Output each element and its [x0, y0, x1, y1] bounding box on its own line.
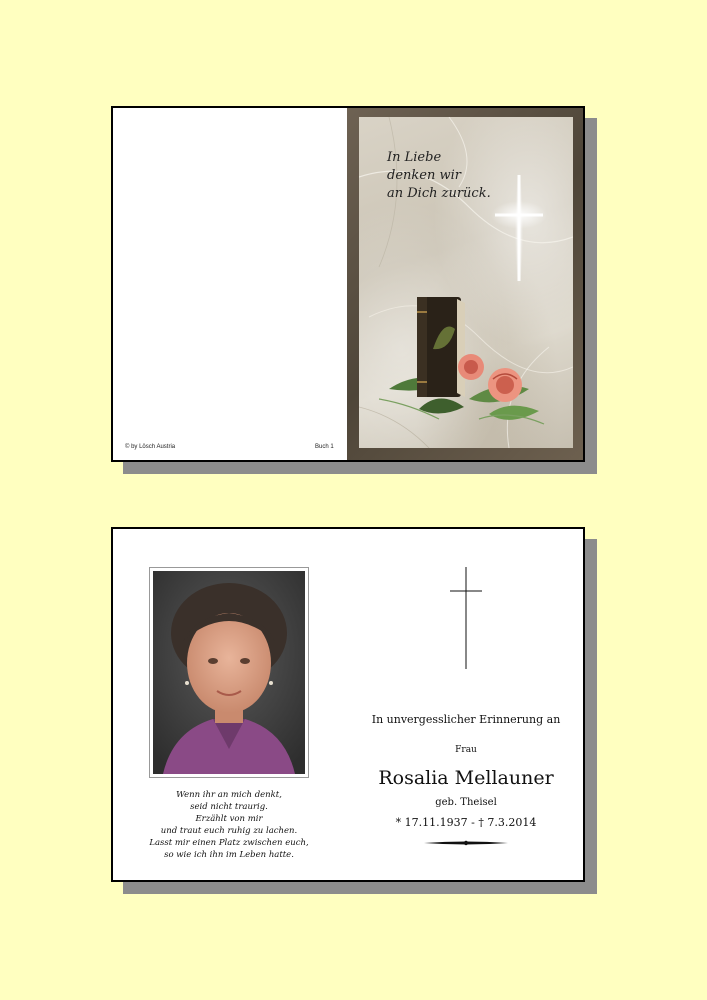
model-number: Buch 1	[315, 444, 334, 450]
poem-line: Erzählt von mir	[195, 814, 263, 824]
book-and-roses-icon	[379, 289, 549, 439]
memorial-poem	[123, 789, 335, 861]
poem-line: so wie ich ihn im Leben hatte.	[164, 850, 294, 860]
maiden-name: geb. Theisel	[435, 797, 497, 808]
cross-icon	[449, 567, 483, 669]
parte-card-cover	[111, 106, 585, 462]
parte-card-inside	[111, 527, 585, 882]
cover-panel	[347, 108, 583, 460]
poem-line: und traut euch ruhig zu lachen.	[160, 826, 298, 836]
life-dates: * 17.11.1937 - † 7.3.2014	[395, 816, 537, 829]
portrait-photo	[153, 571, 305, 774]
ornament-divider-icon	[424, 838, 508, 848]
salutation: Frau	[455, 745, 477, 755]
cover-inscription: In Liebe denken wir an Dich zurück.	[387, 150, 491, 201]
copyright-note: © by Lösch Austria	[125, 444, 176, 450]
marble-background	[359, 117, 573, 448]
poem-line: Lasst mir einen Platz zwischen euch,	[149, 838, 309, 848]
deceased-name: Rosalia Mellauner	[378, 767, 554, 789]
poem-line: Wenn ihr an mich denkt,	[176, 790, 282, 800]
poem-line: seid nicht traurig.	[190, 802, 268, 812]
portrait-photo-frame	[149, 567, 309, 778]
memory-heading: In unvergesslicher Erinnerung an	[371, 713, 561, 726]
glowing-cross-icon	[489, 167, 549, 287]
